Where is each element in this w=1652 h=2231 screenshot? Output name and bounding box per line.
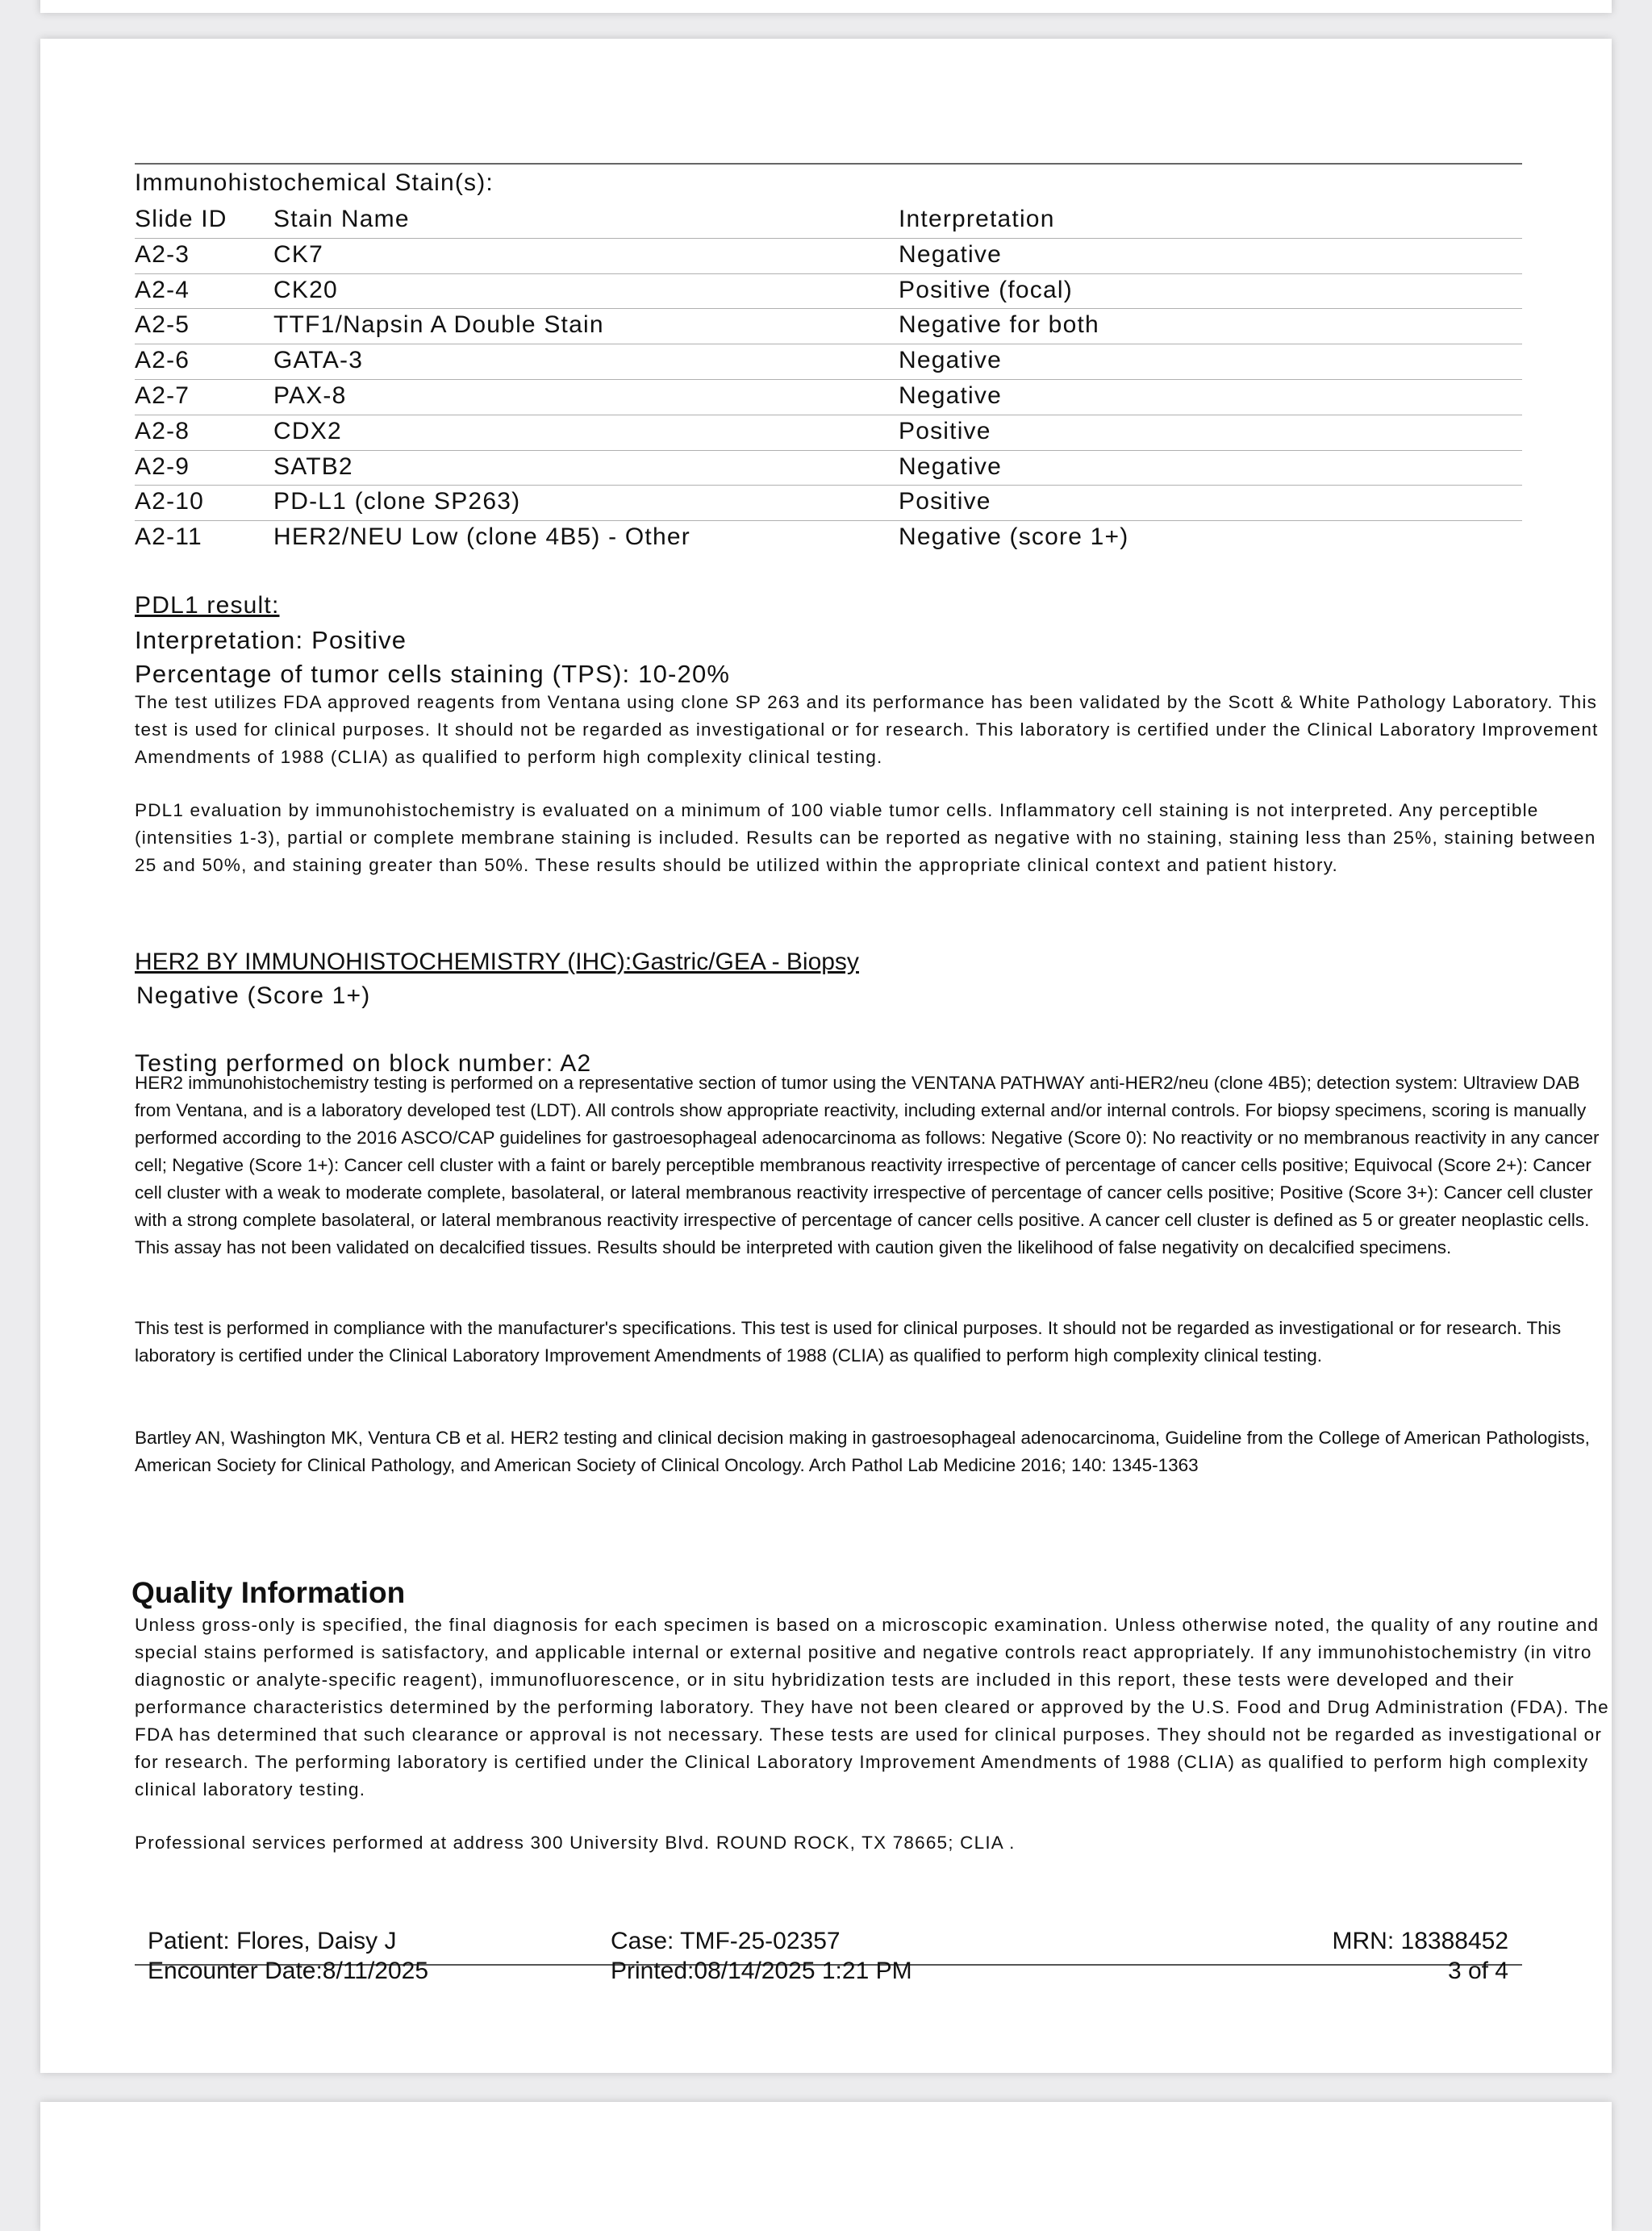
ihc-cell-stain-name: PD-L1 (clone SP263) (273, 488, 521, 515)
her2-heading: HER2 BY IMMUNOHISTOCHEMISTRY (IHC):Gastric/GEA - Biopsy (135, 949, 859, 975)
ihc-row-rule (135, 308, 1522, 309)
next-page (40, 2102, 1612, 2231)
her2-method-paragraph: HER2 immunohistochemistry testing is performed on a representative section of tumor using the VENTANA PATHWAY anti-HER2/neu (clone 4B5); detection system: Ultraview DAB from Ventana, and is a laboratory developed test (LDT). All controls show appropriate reactivity, including external and/or internal controls. For biopsy specimens, scoring is manually performed according to the 2016 ASCO/CAP guidelines for gastroesophageal adenocarcinoma as follows: Negative (Score 0): No reactivity or no membranous reactivity in any cancer cell; Negative (Score 1+): Cancer cell cluster with a faint or barely perceptible membranous reactivity irrespective of percentage of cancer cells positive; Equivocal (Score 2+): Cancer cell cluster with a weak to moderate complete, basolateral, or lateral membranous reactivity irrespective of percentage of cancer cells positive; Positive (Score 3+): Cancer cell cluster with a strong complete basolateral, or lateral membranous reactivity irrespective of percentage of cancer cells positive. A cancer cell cluster is defined as 5 or greater neoplastic cells. This assay has not been validated on decalcified tissues. Results should be interpreted with caution given the likelihood of false negativity on decalcified specimens. (135, 1073, 1600, 1257)
ihc-cell-interpretation: Positive (899, 417, 991, 444)
ihc-cell-slide-id: A2-7 (135, 382, 190, 409)
ihc-cell-slide-id: A2-10 (135, 488, 205, 515)
footer-page-number: 3 of 4 (1447, 1958, 1508, 1984)
block-number-line: Testing performed on block number: A2 (135, 1050, 592, 1077)
ihc-cell-interpretation: Positive (899, 488, 991, 515)
pdl1-interpretation: Interpretation: Positive (135, 626, 407, 654)
ihc-top-rule (135, 163, 1522, 165)
pdl1-evaluation-paragraph: PDL1 evaluation by immunohistochemistry is evaluated on a minimum of 100 viable tumor cells. Inflammatory cell staining is not interpreted. Any perceptible (intensities 1-3), partial or complete membrane staining is included. Results can be reported as negative with no staining, staining less than 25%, staining between 25 and 50%, and staining greater than 50%. These results should be utilized within the appropriate clinical context and patient history. (135, 800, 1596, 875)
ihc-cell-slide-id: A2-6 (135, 347, 190, 374)
her2-reference-paragraph: Bartley AN, Washington MK, Ventura CB et al. HER2 testing and clinical decision making in gastroesophageal adenocarcinoma, Guideline from the College of American Pathologists, American Society for Clinical Pathology, and American Society of Clinical Oncology. Arch Pathol Lab Medicine 2016; 140: 1345-1363 (135, 1428, 1590, 1475)
ihc-cell-slide-id: A2-8 (135, 417, 190, 444)
quality-information-title: Quality Information (131, 1576, 406, 1609)
ihc-cell-stain-name: SATB2 (273, 452, 353, 480)
ihc-cell-slide-id: A2-9 (135, 452, 190, 480)
ihc-section-title: Immunohistochemical Stain(s): (135, 169, 494, 196)
ihc-cell-stain-name: PAX-8 (273, 382, 347, 409)
ihc-header-stain-name: Stain Name (273, 206, 410, 232)
footer-patient-block (148, 1926, 428, 1986)
footer-mrn: MRN: 18388452 (1332, 1928, 1508, 1954)
footer-printed: Printed:08/14/2025 1:21 PM (611, 1958, 912, 1984)
ihc-cell-stain-name: CK20 (273, 276, 338, 303)
ihc-cell-slide-id: A2-4 (135, 276, 190, 303)
ihc-header-slide-id: Slide ID (135, 206, 227, 232)
footer-case-block (611, 1926, 912, 1986)
ihc-row-rule (135, 485, 1522, 486)
ihc-row-rule (135, 520, 1522, 521)
ihc-cell-interpretation: Negative for both (899, 311, 1099, 339)
ihc-cell-interpretation: Negative (899, 240, 1003, 268)
ihc-cell-slide-id: A2-11 (135, 523, 202, 551)
pdl1-validation-paragraph: The test utilizes FDA approved reagents from Ventana using clone SP 263 and its performance has been validated by the Scott & White Pathology Laboratory. This test is used for clinical purposes. It should not be regarded as investigational or for research. This laboratory is certified under the Clinical Laboratory Improvement Amendments of 1988 (CLIA) as qualified to perform high complexity clinical testing. (135, 692, 1599, 767)
pdl1-tps: Percentage of tumor cells staining (TPS): 10-20% (135, 660, 731, 688)
ihc-cell-stain-name: GATA-3 (273, 347, 364, 374)
ihc-row-rule (135, 379, 1522, 380)
ihc-row-rule (135, 238, 1522, 239)
professional-services-line: Professional services performed at address 300 University Blvd. ROUND ROCK, TX 78665; CLIA . (135, 1833, 1016, 1853)
ihc-cell-slide-id: A2-3 (135, 240, 190, 268)
ihc-row-rule (135, 273, 1522, 274)
her2-compliance-paragraph: This test is performed in compliance with the manufacturer's specifications. This test is used for clinical purposes. It should not be regarded as investigational or for research. This laboratory is certified under the Clinical Laboratory Improvement Amendments of 1988 (CLIA) as qualified to perform high complexity clinical testing. (135, 1318, 1562, 1366)
ihc-cell-slide-id: A2-5 (135, 311, 190, 339)
quality-information-paragraph: Unless gross-only is specified, the final diagnosis for each specimen is based on a microscopic examination. Unless otherwise noted, the quality of any routine and special stains performed is satisfactory, and applicable internal or external positive and negative controls react appropriately. If any immunohistochemistry (in vitro diagnostic or analyte-specific reagent), immunofluorescence, or in situ hybridization tests are included in this report, these tests were developed and their performance characteristics determined by the performing laboratory. They have not been cleared or approved by the U.S. Food and Drug Administration (FDA). The FDA has determined that such clearance or approval is not necessary. These tests are used for clinical purposes. They should not be regarded as investigational or for research. The performing laboratory is certified under the Clinical Laboratory Improvement Amendments of 1988 (CLIA) as qualified to perform high complexity clinical laboratory testing. (135, 1615, 1609, 1799)
ihc-cell-interpretation: Negative (899, 382, 1003, 409)
ihc-cell-stain-name: HER2/NEU Low (clone 4B5) - Other (273, 523, 690, 551)
her2-result: Negative (Score 1+) (136, 982, 371, 1009)
ihc-cell-interpretation: Negative (score 1+) (899, 523, 1129, 551)
footer-case: Case: TMF-25-02357 (611, 1928, 841, 1954)
previous-page (40, 0, 1612, 13)
ihc-cell-stain-name: CK7 (273, 240, 323, 268)
ihc-header-interpretation: Interpretation (899, 206, 1055, 232)
ihc-row-rule (135, 450, 1522, 451)
ihc-cell-stain-name: CDX2 (273, 417, 342, 444)
ihc-cell-interpretation: Negative (899, 347, 1003, 374)
footer-encounter-date: Encounter Date:8/11/2025 (148, 1958, 429, 1984)
footer-mrn-block (1333, 1926, 1508, 1986)
ihc-cell-interpretation: Negative (899, 452, 1003, 480)
report-page (40, 39, 1612, 2073)
footer-patient: Patient: Flores, Daisy J (148, 1928, 397, 1954)
pdl1-result-heading: PDL1 result: (135, 592, 280, 619)
ihc-cell-stain-name: TTF1/Napsin A Double Stain (273, 311, 604, 339)
ihc-cell-interpretation: Positive (focal) (899, 276, 1073, 303)
